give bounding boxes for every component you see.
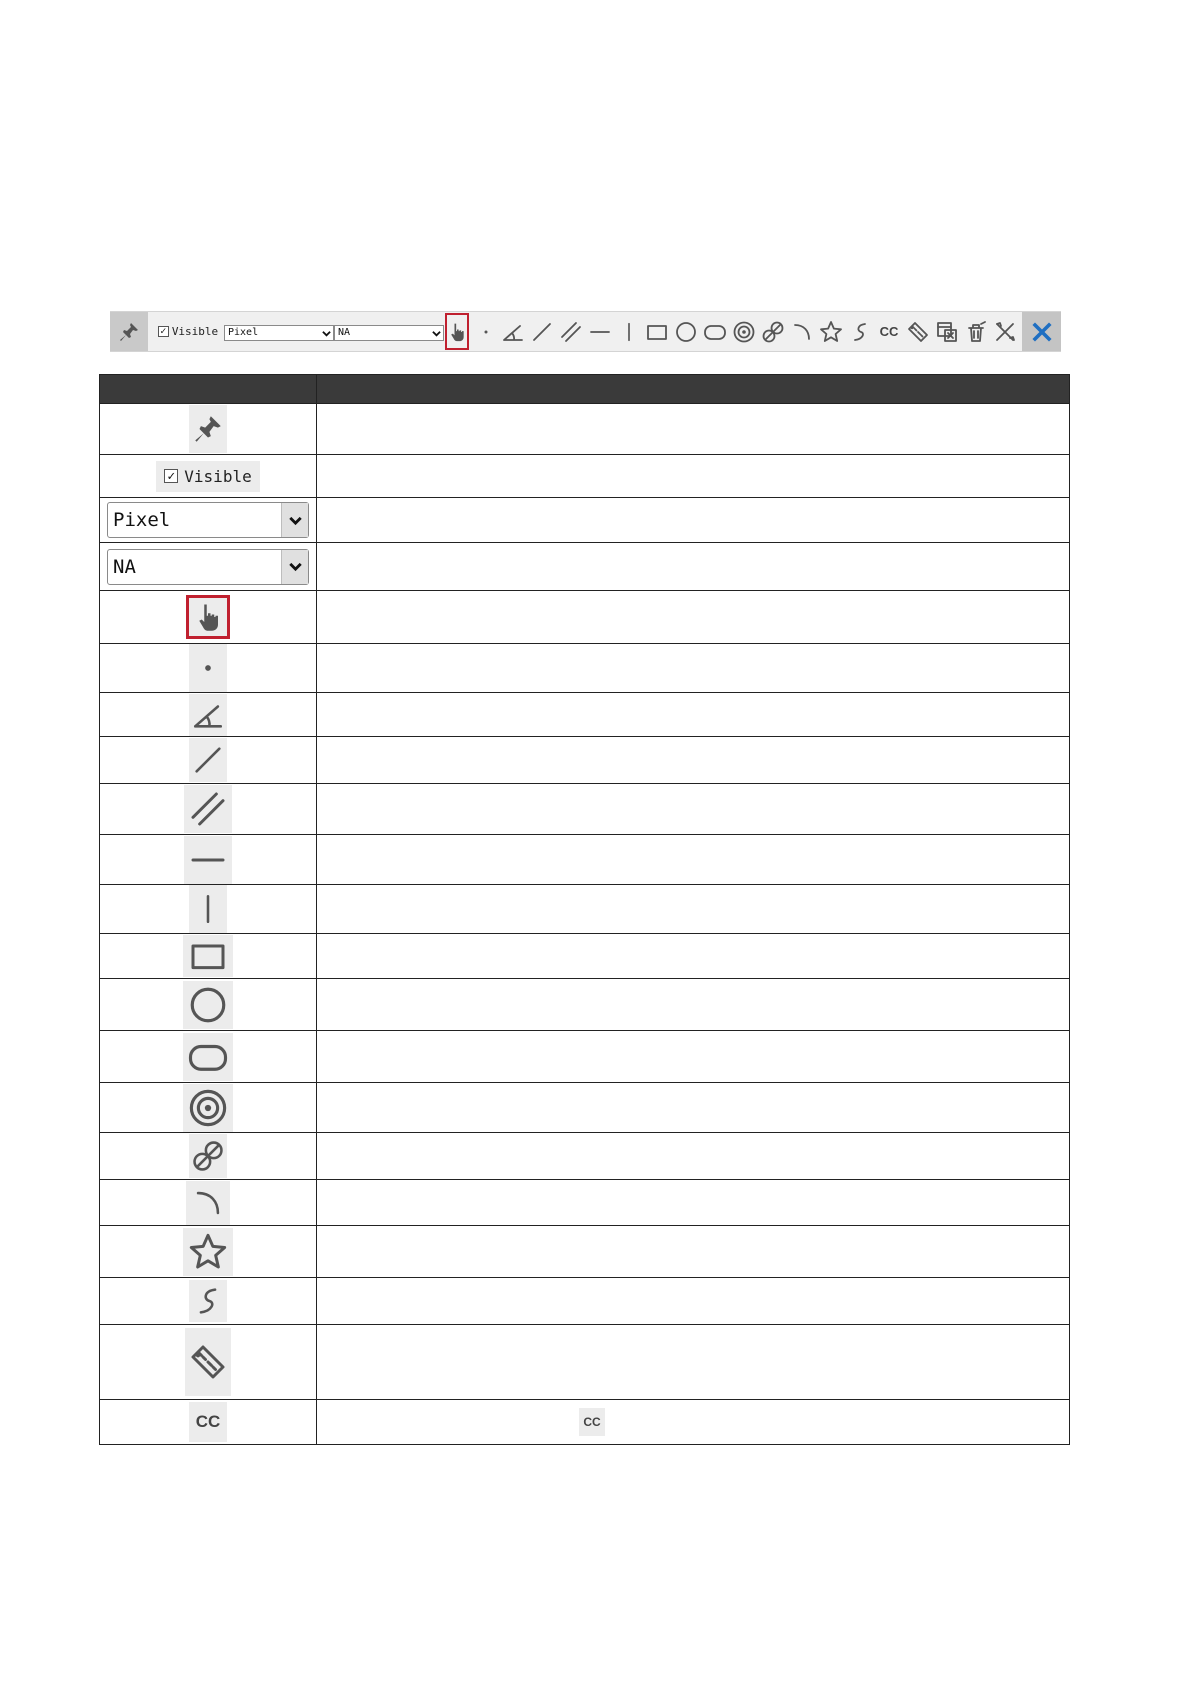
cc-inline-label: CC [583, 1415, 601, 1429]
curve-icon[interactable] [846, 312, 874, 351]
icon-cell [100, 1031, 317, 1083]
curve-icon [189, 1280, 227, 1322]
description-cell [317, 885, 1070, 934]
visible-checkbox [156, 461, 259, 492]
angle-icon[interactable] [499, 312, 527, 351]
icon-cell [100, 835, 317, 885]
table-row [100, 737, 1070, 784]
icon-cell [100, 644, 317, 693]
arc-icon [186, 1181, 230, 1225]
description-cell [317, 784, 1070, 835]
icon-cell [100, 737, 317, 784]
calibration-ruler-icon[interactable] [904, 312, 932, 351]
chevron-down-icon[interactable] [430, 326, 442, 340]
description-cell [317, 1400, 1070, 1445]
unit-select [107, 502, 309, 538]
chevron-down-icon [281, 550, 308, 584]
mode-select-value: NA [338, 327, 351, 338]
description-cell [317, 1133, 1070, 1180]
table-row [100, 455, 1070, 498]
unit-select[interactable] [224, 325, 334, 341]
concentric-circles-icon [183, 1084, 233, 1132]
table-header-desc-col [317, 375, 1070, 404]
parallel-lines-icon[interactable] [557, 312, 585, 351]
description-cell [317, 835, 1070, 885]
table-row [100, 1325, 1070, 1400]
checkbox-icon[interactable]: ✓ [158, 326, 169, 337]
table-row [100, 934, 1070, 979]
icon-cell [100, 1325, 317, 1400]
visible-label: Visible [171, 325, 219, 338]
table-row [100, 498, 1070, 543]
description-cell [317, 1031, 1070, 1083]
table-row [100, 1400, 1070, 1445]
export-icon[interactable] [933, 312, 961, 351]
description-cell [317, 498, 1070, 543]
icon-cell [100, 1400, 317, 1445]
table-row [100, 404, 1070, 455]
mode-select [107, 549, 309, 585]
toolbar-reference-table [99, 374, 1070, 1445]
table-row [100, 979, 1070, 1031]
checkbox-icon: ✓ [164, 469, 178, 483]
description-cell [317, 1180, 1070, 1226]
rectangle-icon[interactable] [643, 312, 671, 351]
icon-cell [100, 979, 317, 1031]
settings-tools-icon[interactable] [991, 312, 1019, 351]
icon-cell [100, 591, 317, 644]
table-row [100, 784, 1070, 835]
chevron-down-icon [281, 503, 308, 537]
circle-icon [183, 981, 233, 1029]
table-row [100, 543, 1070, 591]
description-cell [317, 979, 1070, 1031]
parallel-lines-icon [184, 785, 232, 833]
icon-cell [100, 404, 317, 455]
polygon-icon[interactable] [817, 312, 845, 351]
icon-cell [100, 693, 317, 737]
table-row [100, 644, 1070, 693]
description-cell [317, 455, 1070, 498]
calibration-ruler-icon [185, 1328, 231, 1396]
icon-cell [100, 1133, 317, 1180]
arc-icon[interactable] [788, 312, 816, 351]
table-row [100, 591, 1070, 644]
icon-cell [100, 1226, 317, 1278]
point-icon [189, 644, 227, 692]
description-cell [317, 591, 1070, 644]
icon-cell [100, 784, 317, 835]
cc-label: CC [879, 324, 899, 339]
table-row [100, 1226, 1070, 1278]
ellipse-icon[interactable] [701, 312, 729, 351]
icon-cell [100, 934, 317, 979]
description-cell [317, 934, 1070, 979]
vertical-line-icon[interactable] [618, 312, 640, 351]
unit-select-value: Pixel [113, 509, 171, 531]
cc-icon [189, 1402, 227, 1442]
table-row [100, 1083, 1070, 1133]
description-cell [317, 404, 1070, 455]
table-row [100, 1180, 1070, 1226]
cc-icon[interactable] [875, 312, 903, 351]
mode-select-value: NA [113, 555, 136, 578]
icon-cell [100, 1083, 317, 1133]
description-cell [317, 1278, 1070, 1325]
description-cell [317, 737, 1070, 784]
icon-cell [100, 543, 317, 591]
chevron-down-icon[interactable] [320, 326, 332, 340]
horizontal-line-icon[interactable] [586, 312, 614, 351]
polygon-icon [183, 1228, 233, 1276]
two-circles-icon[interactable] [759, 312, 787, 351]
concentric-circles-icon[interactable] [730, 312, 758, 351]
icon-cell [100, 498, 317, 543]
description-cell [317, 1226, 1070, 1278]
circle-icon[interactable] [672, 312, 700, 351]
measurement-toolbar [110, 311, 1061, 352]
visible-checkbox[interactable] [154, 312, 222, 351]
table-row [100, 885, 1070, 934]
table-row [100, 1278, 1070, 1325]
table-row [100, 693, 1070, 737]
unit-select-value: Pixel [228, 327, 259, 338]
table-row [100, 1133, 1070, 1180]
close-icon[interactable] [1022, 312, 1061, 351]
cc-inline-icon [579, 1408, 605, 1436]
description-cell [317, 543, 1070, 591]
table-header-row [100, 375, 1070, 404]
description-cell [317, 693, 1070, 737]
hand-pointer-icon[interactable] [444, 312, 470, 351]
icon-cell [100, 885, 317, 934]
cc-label: CC [195, 1412, 221, 1431]
visible-label: Visible [184, 466, 252, 486]
rectangle-icon [183, 935, 233, 977]
hand-pointer-icon [186, 595, 230, 639]
line-icon [189, 738, 227, 782]
point-icon[interactable] [477, 312, 495, 351]
description-cell [317, 1325, 1070, 1400]
vertical-line-icon [189, 885, 227, 933]
icon-cell [100, 1180, 317, 1226]
icon-cell [100, 455, 317, 498]
angle-icon [189, 694, 227, 736]
icon-cell [100, 1278, 317, 1325]
table-row [100, 1031, 1070, 1083]
description-cell [317, 1083, 1070, 1133]
horizontal-line-icon [184, 836, 232, 884]
two-circles-icon [189, 1134, 227, 1178]
ellipse-icon [183, 1033, 233, 1081]
line-icon[interactable] [528, 312, 556, 351]
pin-icon[interactable] [110, 312, 148, 351]
delete-icon[interactable] [962, 312, 990, 351]
description-cell [317, 644, 1070, 693]
mode-select[interactable] [334, 325, 444, 341]
table-row [100, 835, 1070, 885]
pin-icon [189, 405, 227, 453]
table-header-icon-col [100, 375, 317, 404]
